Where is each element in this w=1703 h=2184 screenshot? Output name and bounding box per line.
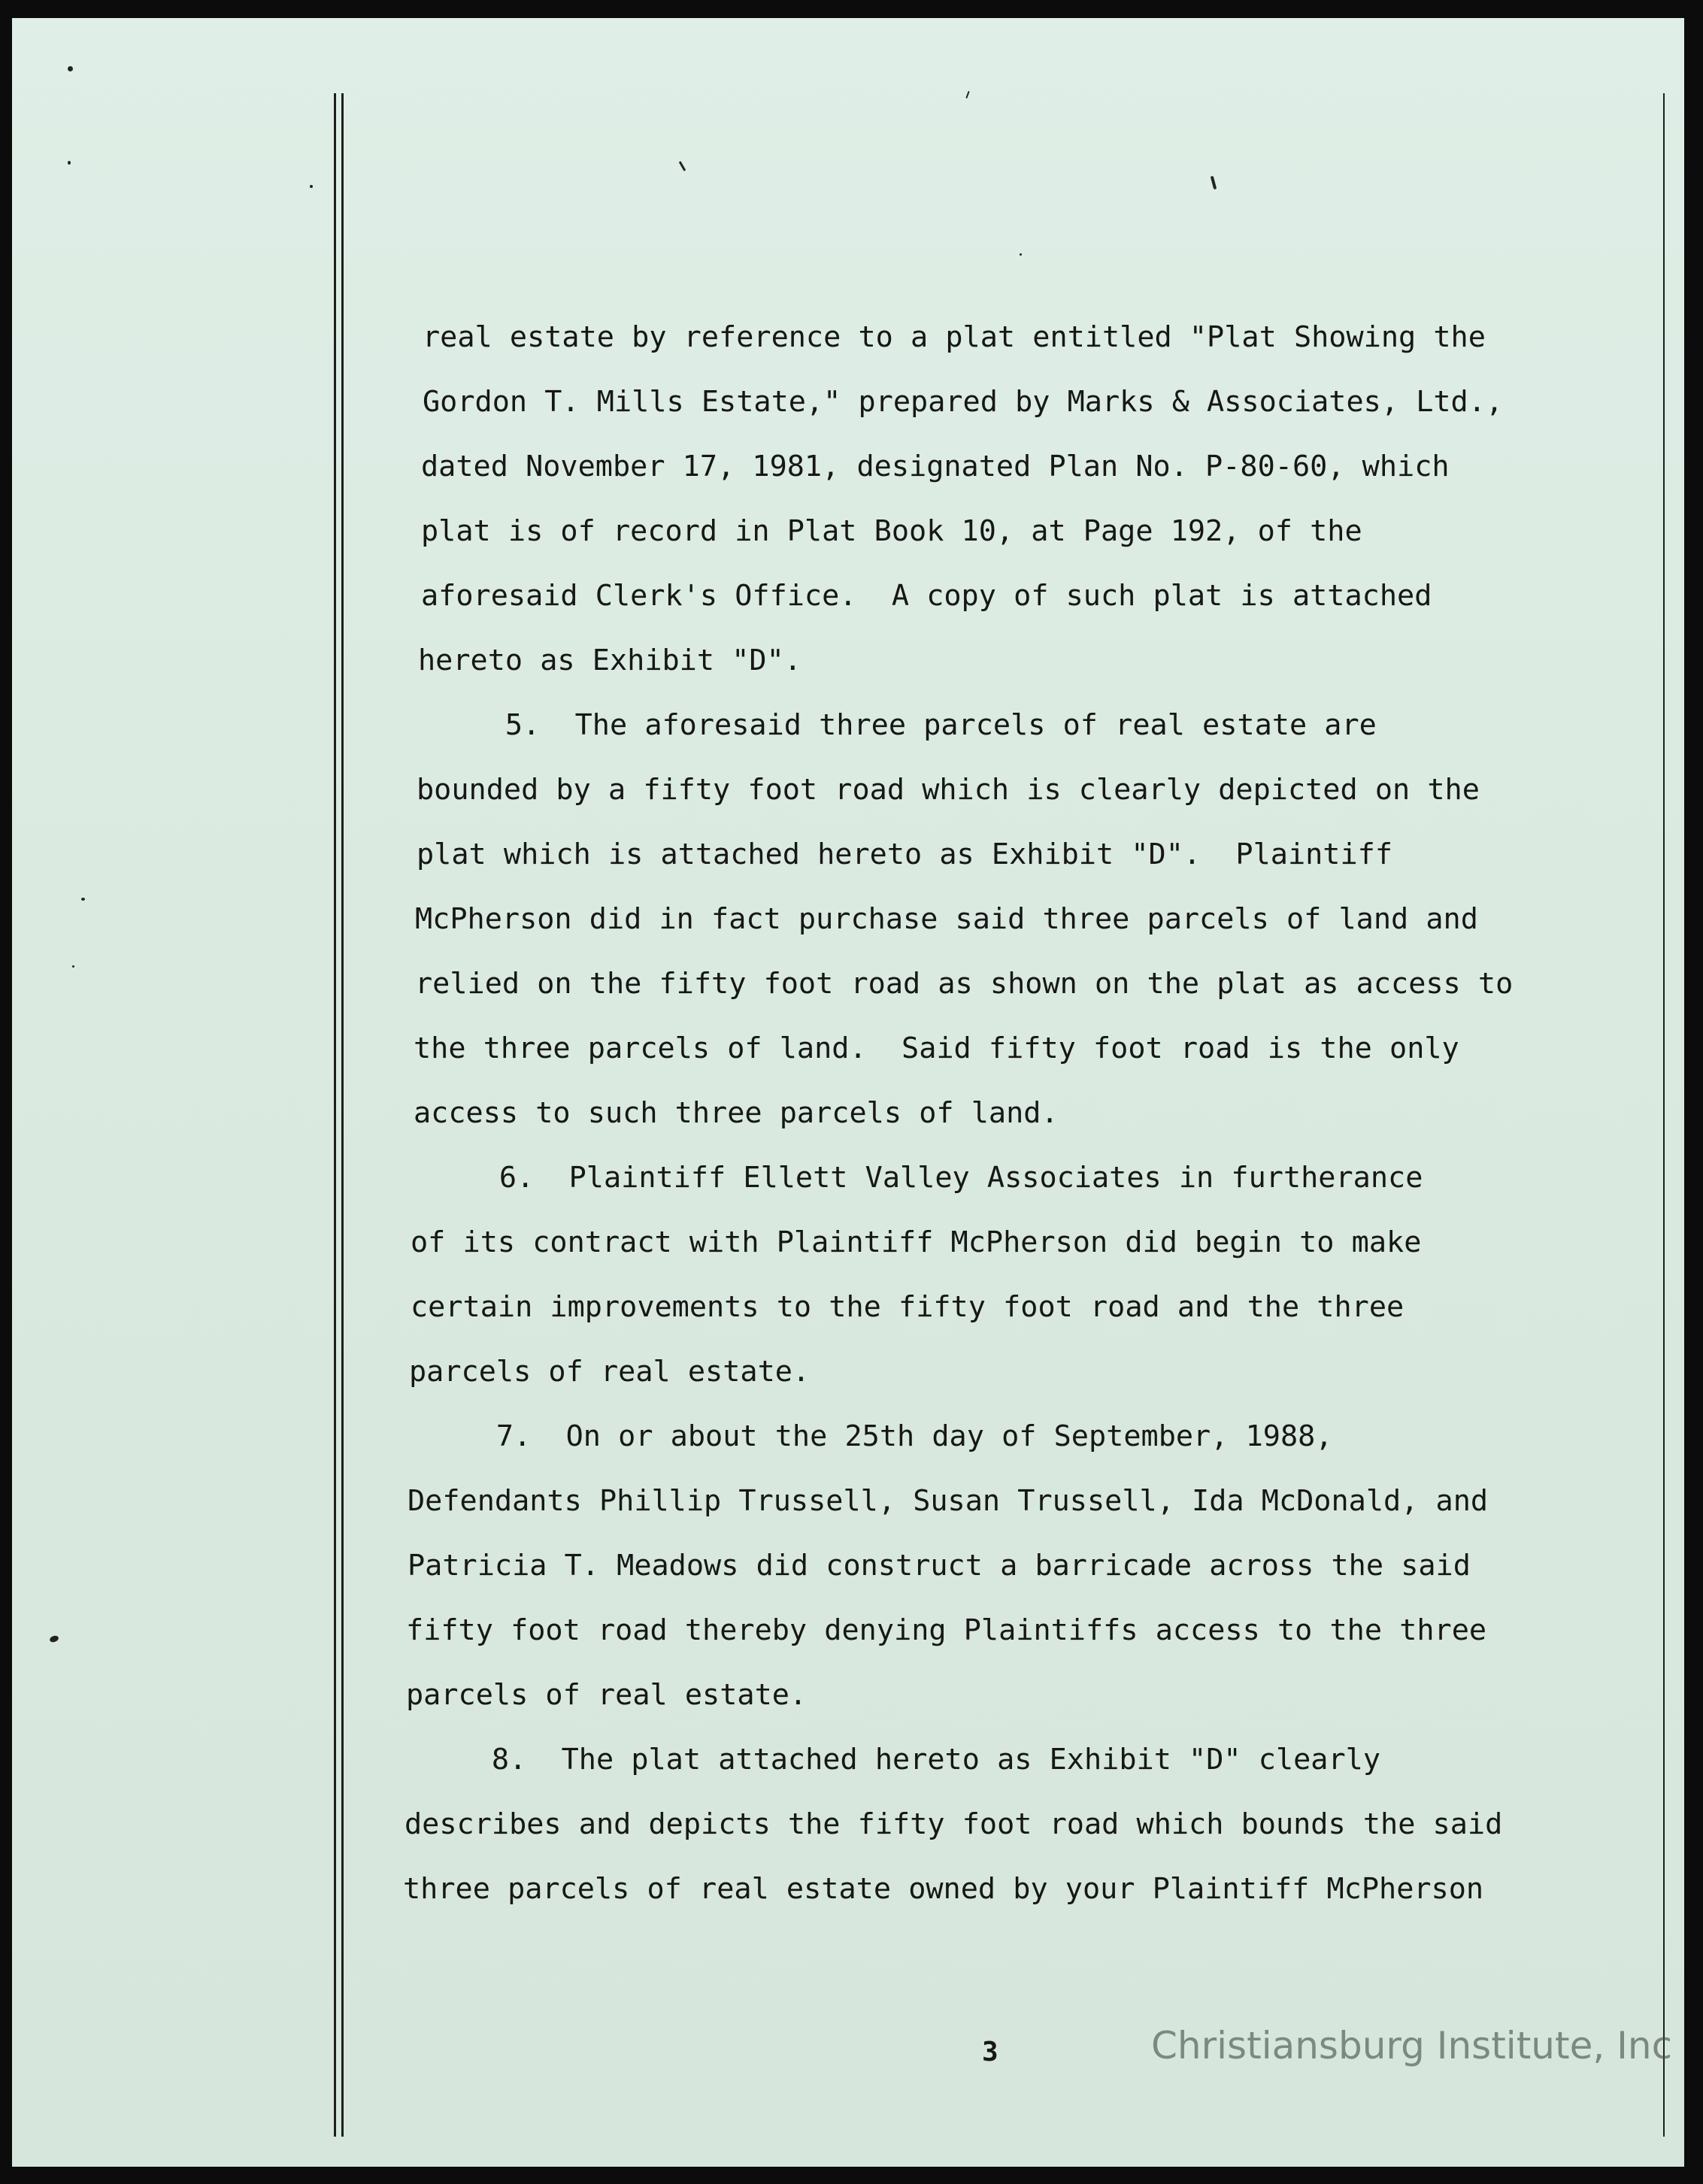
document-page	[12, 18, 1684, 2167]
text-line: 6. Plaintiff Ellett Valley Associates in furtherance	[412, 1161, 1423, 1195]
paper-speck	[49, 1634, 59, 1643]
text-line: plat is of record in Plat Book 10, at Page 192, of the	[421, 514, 1362, 548]
text-line: access to such three parcels of land.	[414, 1096, 1059, 1130]
text-line: three parcels of real estate owned by your Plaintiff McPherson	[403, 1872, 1484, 1906]
paper-speck	[310, 185, 313, 188]
left-margin-rule	[334, 93, 336, 2137]
text-line: of its contract with Plaintiff McPherson did begin to make	[411, 1225, 1422, 1259]
text-line: fifty foot road thereby denying Plaintiffs access to the three	[406, 1613, 1487, 1647]
watermark: Christiansburg Institute, Inc	[1151, 2024, 1673, 2067]
text-line: certain improvements to the fifty foot road and the three	[411, 1290, 1405, 1324]
text-line: 8. The plat attached hereto as Exhibit "D" clearly	[405, 1743, 1381, 1777]
text-line: the three parcels of land. Said fifty foot road is the only	[414, 1031, 1459, 1065]
text-line: bounded by a fifty foot road which is clearly depicted on the	[417, 773, 1480, 807]
text-line: 7. On or about the 25th day of September, 1988,	[409, 1419, 1333, 1453]
text-line: Gordon T. Mills Estate," prepared by Marks & Associates, Ltd.,	[423, 385, 1504, 419]
text-line: real estate by reference to a plat entitled "Plat Showing the	[423, 320, 1486, 354]
text-line: hereto as Exhibit "D".	[418, 644, 802, 677]
paper-speck	[1020, 253, 1022, 256]
paper-speck	[679, 161, 686, 171]
text-line: dated November 17, 1981, designated Plan No. P-80-60, which	[421, 450, 1450, 483]
text-line: Patricia T. Meadows did construct a barricade across the said	[408, 1549, 1471, 1583]
text-line: plat which is attached hereto as Exhibit "D". Plaintiff	[417, 838, 1393, 871]
paper-speck	[1211, 176, 1217, 189]
paper-speck	[81, 898, 85, 901]
text-line: McPherson did in fact purchase said three parcels of land and	[415, 902, 1478, 936]
page-number: 3	[982, 2037, 998, 2067]
paper-speck	[68, 66, 73, 71]
text-line: describes and depicts the fifty foot road which bounds the said	[405, 1807, 1503, 1841]
text-line: aforesaid Clerk's Office. A copy of such plat is attached	[421, 579, 1432, 613]
paper-speck	[68, 161, 71, 165]
right-margin-rule	[1663, 93, 1665, 2137]
text-line: Defendants Phillip Trussell, Susan Trussell, Ida McDonald, and	[408, 1484, 1489, 1518]
paper-speck	[72, 965, 74, 968]
left-margin-rule-inner	[341, 93, 344, 2137]
text-line: parcels of real estate.	[409, 1355, 811, 1389]
paper-speck	[965, 91, 969, 98]
text-line: 5. The aforesaid three parcels of real estate are	[418, 708, 1377, 742]
text-line: parcels of real estate.	[406, 1678, 808, 1712]
text-line: relied on the fifty foot road as shown on the plat as access to	[415, 967, 1514, 1001]
